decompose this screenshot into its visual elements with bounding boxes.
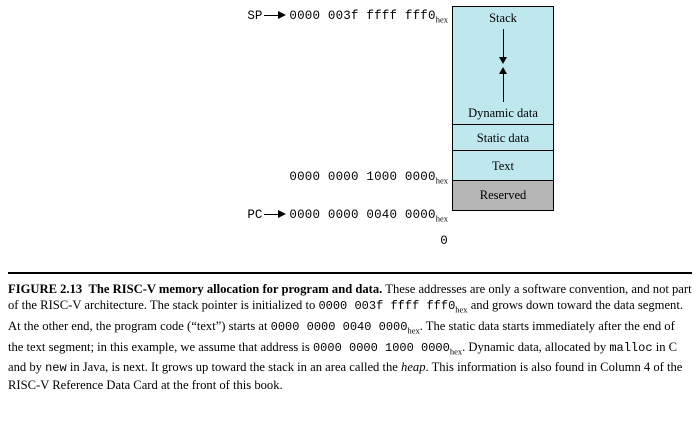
register-label-sp: SP <box>247 9 263 23</box>
address-subscript-static: hex <box>435 175 448 186</box>
segment-label-dynamic-data: Dynamic data <box>468 106 538 120</box>
caption-address-2: 0000 0000 0040 0000 <box>270 319 408 334</box>
figure-label: FIGURE 2.13 <box>8 282 83 296</box>
address-subscript-pc: hex <box>435 213 448 224</box>
memory-segment-text: Text <box>453 151 553 181</box>
memory-segment-stack <box>453 7 553 125</box>
address-label-zero <box>440 232 448 248</box>
pointer-arrow-icon <box>264 11 286 20</box>
caption-subscript-1: hex <box>455 304 468 315</box>
caption-text-3: . The static data starts immediately after the end of the text segment; in this example, we assume that address is <box>8 318 675 354</box>
caption-text-2: and grows down toward the data segment. At the other end, the program code (“text”) starts at <box>8 298 684 333</box>
caption-address-1: 0000 003f ffff fff0 <box>318 299 456 314</box>
segment-label-stack: Stack <box>489 11 517 25</box>
caption-text-1: These addresses are only a software convention, and not part of the RISC-V architecture. The stack pointer is initialized to <box>8 282 692 313</box>
memory-column <box>452 6 554 211</box>
figure-caption <box>8 281 692 393</box>
caption-subscript-2: hex <box>407 325 420 336</box>
caption-divider <box>8 272 692 274</box>
pointer-arrow-icon <box>264 210 286 219</box>
caption-text-7: . This information is also found in Column 4 of the RISC-V Reference Data Card at the front of this book. <box>8 360 683 392</box>
address-value-zero: 0 <box>440 234 448 248</box>
memory-segment-reserved: Reserved <box>453 181 553 210</box>
caption-italic-heap: heap <box>401 360 426 375</box>
address-label-program-counter <box>247 206 448 224</box>
figure-title: The RISC-V memory allocation for program and data. <box>88 282 383 296</box>
caption-code-malloc: malloc <box>609 340 653 355</box>
arrow-up-icon <box>503 74 504 102</box>
address-subscript-sp: hex <box>435 14 448 25</box>
arrow-down-icon <box>503 29 504 57</box>
address-value-static: 0000 0000 1000 0000 <box>289 170 436 184</box>
address-label-stack-pointer <box>247 7 448 25</box>
memory-segment-static-data: Static data <box>453 125 553 151</box>
address-value-pc: 0000 0000 0040 0000 <box>289 208 436 222</box>
caption-subscript-3: hex <box>449 346 463 357</box>
caption-text-6: in Java, is next. It grows up toward the stack in an area called the <box>66 360 402 375</box>
caption-text-4: . Dynamic data, allocated by <box>462 339 610 354</box>
caption-code-new: new <box>45 361 67 376</box>
register-label-pc: PC <box>247 208 263 222</box>
caption-address-3: 0000 0000 1000 0000 <box>312 340 450 355</box>
address-value-sp: 0000 003f ffff fff0 <box>289 9 436 23</box>
caption-text-5: in C and by <box>8 339 678 375</box>
address-label-static-data <box>289 168 448 186</box>
